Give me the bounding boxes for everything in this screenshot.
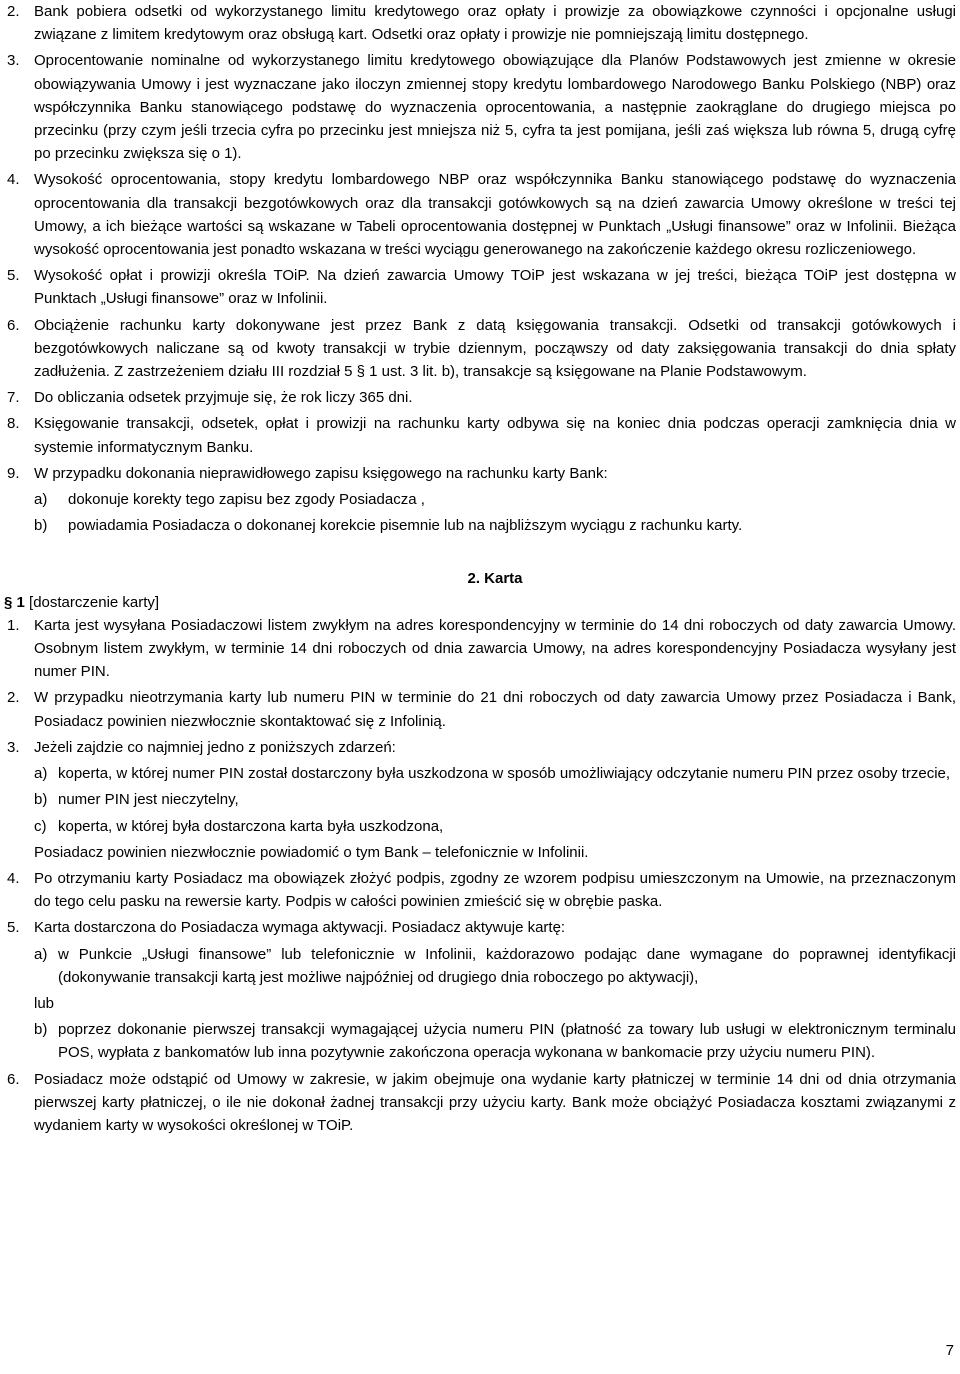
sub-item-letter: c) — [34, 817, 47, 835]
item-number: 9. — [7, 464, 20, 482]
item-text: Oprocentowanie nominalne od wykorzystanego limitu kredytowego obowiązujące dla Planów Podstawowych jest zmienne w okresie obowiązywania Umowy i jest wyznaczane jako iloczyn zmiennej stopy kredytu lombardowego Narodowego Banku Polskiego (NBP) oraz współczynnika Banku stanowiącego podstawę do wyznaczenia oprocentowania, a następnie zaokrąglane do drugiego miejsca po przecinku (przy czym jeśli trzecia cyfra po przecinku jest mniejsza niż 5, cyfra ta jest pomijana, jeśli zaś większa lub równa 5, drugą cyfrę po przecinku zwiększa się o 1). — [34, 52, 956, 163]
item-text: Księgowanie transakcji, odsetek, opłat i prowizji na rachunku karty odbywa się na koniec dnia podczas operacji zamknięcia dnia w systemie informatycznym Banku. — [34, 415, 956, 456]
paragraph-title: [dostarczenie karty] — [29, 593, 160, 611]
card-delivery-list — [0, 614, 960, 1137]
list-item — [0, 386, 956, 409]
item-number: 8. — [7, 415, 20, 433]
list-item — [0, 314, 956, 384]
list-item — [0, 49, 956, 165]
item-text: W przypadku dokonania nieprawidłowego zapisu księgowego na rachunku karty Bank: — [34, 464, 608, 482]
item-text: Bank pobiera odsetki od wykorzystanego limitu kredytowego oraz opłaty i prowizje za obowiązkowe czynności i opcjonalne usługi związane z limitem kredytowym oraz obsługą kart. Odsetki oraz opłaty i prowizje nie pomniejszają limitu dostępnego. — [34, 3, 956, 44]
list-item — [0, 1068, 956, 1138]
item-number: 6. — [7, 316, 20, 334]
sub-item-text: koperta, w której numer PIN został dostarczony była uszkodzona w sposób umożliwiający odczytanie numeru PIN przez osoby trzecie, — [58, 765, 951, 783]
item-number: 2. — [7, 689, 20, 707]
interest-terms-list — [0, 0, 960, 537]
item-number: 4. — [7, 869, 20, 887]
item-text: Karta jest wysyłana Posiadaczowi listem zwykłym na adres korespondencyjny w terminie do 14 dni roboczych od daty zawarcia Umowy. Osobnym listem zwykłym, w terminie 14 dni roboczych od dnia zawarcia Umowy, na adres korespondencyjny Posiadacza wysyłany jest numer PIN. — [34, 616, 956, 681]
sub-list-item — [0, 943, 956, 989]
sub-list-item — [0, 488, 956, 511]
list-item — [0, 0, 956, 46]
item-text: Po otrzymaniu karty Posiadacz ma obowiązek złożyć podpis, zgodny ze wzorem podpisu umieszczonym na Umowie, na przeznaczonym do tego celu pasku na rewersie karty. Podpis w całości powinien zmieścić się w obrębie paska. — [34, 869, 956, 911]
item-closing-text: Posiadacz powinien niezwłocznie powiadomić o tym Bank – telefonicznie w Infolinii. — [34, 843, 589, 861]
item-text: Wysokość oprocentowania, stopy kredytu lombardowego NBP oraz współczynnika Banku stanowiącego podstawę do wyznaczenia oprocentowania dla transakcji bezgotówkowych oraz dla transakcji gotówkowych są na dzień zawarcia Umowy określone w treści tej Umowy, a ich bieżące wartości są wskazane w Tabeli oprocentowania dostępnej w Punktach „Usługi finansowe” oraz w Infolinii. Bieżąca wysokość oprocentowania jest ponadto wskazana w treści wyciągu generowanego na zakończenie każdego okresu rozliczeniowego. — [34, 171, 956, 259]
item-number: 3. — [7, 738, 20, 756]
item-text: Jeżeli zajdzie co najmniej jedno z poniższych zdarzeń: — [34, 738, 396, 756]
list-item — [0, 168, 956, 261]
sub-list-item — [0, 514, 956, 537]
list-item — [0, 412, 956, 458]
item-number: 6. — [7, 1070, 20, 1088]
list-item — [0, 264, 956, 310]
sub-item-text: numer PIN jest nieczytelny, — [58, 791, 239, 809]
item-text: Wysokość opłat i prowizji określa TOiP. Na dzień zawarcia Umowy TOiP jest wskazana w jej treści, bieżąca TOiP jest dostępna w Punktach „Usługi finansowe” oraz w Infolinii. — [34, 267, 956, 308]
sub-item-letter: b) — [34, 791, 48, 809]
item-number: 5. — [7, 919, 20, 937]
sub-item-text: dokonuje korekty tego zapisu bez zgody Posiadacza , — [68, 491, 425, 509]
sub-item-text: powiadamia Posiadacza o dokonanej korekcie pisemnie lub na najbliższym wyciągu z rachunku karty. — [68, 517, 743, 535]
alternative-connector: lub — [34, 994, 55, 1012]
item-text: Karta dostarczona do Posiadacza wymaga aktywacji. Posiadacz aktywuje kartę: — [34, 919, 566, 937]
item-number: 4. — [7, 171, 20, 189]
item-text: Obciążenie rachunku karty dokonywane jest przez Bank z datą księgowania transakcji. Odsetki od transakcji gotówkowych i bezgotówkowych naliczane są od kwoty transakcji w trybie dziennym, począwszy od daty zaksięgowania transakcji do dnia spłaty zadłużenia. Z zastrzeżeniem działu III rozdział 5 § 1 ust. 3 lit. b), transakcje są księgowane na Planie Podstawowym. — [34, 316, 956, 381]
sub-item-letter: b) — [34, 517, 48, 535]
item-text: W przypadku nieotrzymania karty lub numeru PIN w terminie do 21 dni roboczych od daty zawarcia Umowy przez Posiadacza i Bank, Posiadacz powinien niezwłocznie skontaktować się z Infolinią. — [34, 689, 956, 730]
item-number: 5. — [7, 267, 20, 285]
item-text: Do obliczania odsetek przyjmuje się, że rok liczy 365 dni. — [34, 389, 413, 407]
sub-item-letter: b) — [34, 1021, 48, 1039]
list-item — [0, 916, 956, 939]
list-item — [0, 614, 956, 684]
list-item — [0, 736, 956, 759]
sub-item-text: w Punkcie „Usługi finansowe” lub telefonicznie w Infolinii, każdorazowo podając dane wymagane do poprawnej identyfikacji (dokonywanie transakcji kartą jest możliwe najpóźniej od drugiego dnia roboczego po aktywacji), — [58, 945, 956, 986]
paragraph-heading — [0, 591, 960, 614]
sub-item-letter: a) — [34, 491, 48, 509]
item-text: Posiadacz może odstąpić od Umowy w zakresie, w jakim obejmuje ona wydanie karty płatniczej w terminie 14 dni od dnia otrzymania pierwszej karty płatniczej, o ile nie dokonał żadnej transakcji przy użyciu karty. Bank może obciążyć Posiadacza kosztami związanymi z wydaniem karty w wysokości określonej w TOiP. — [34, 1070, 956, 1134]
sub-list-item — [0, 762, 956, 785]
list-item — [0, 462, 956, 485]
sub-item-letter: a) — [34, 765, 48, 783]
paragraph-number: 1 — [16, 593, 25, 611]
list-item — [0, 867, 956, 913]
sub-item-text: poprzez dokonanie pierwszej transakcji wymagającej użycia numeru PIN (płatność za towary lub usługi w elektronicznym terminalu POS, wypłata z bankomatów lub inna pozytywnie zakończona operacja wykonana w bankomacie przy użyciu numeru PIN). — [58, 1021, 956, 1062]
item-number: 1. — [7, 616, 20, 634]
paragraph-sign: § — [4, 593, 13, 611]
sub-list-item — [0, 815, 956, 838]
list-item — [0, 686, 956, 732]
sub-item-letter: a) — [34, 945, 48, 963]
item-number: 7. — [7, 389, 20, 407]
item-number: 2. — [7, 3, 20, 20]
item-number: 3. — [7, 52, 20, 70]
section-title: 2. Karta — [467, 570, 523, 588]
sub-list-item — [0, 1018, 956, 1064]
page-number: 7 — [945, 1341, 954, 1359]
sub-list-item — [0, 788, 956, 811]
sub-item-text: koperta, w której była dostarczona karta była uszkodzona, — [58, 817, 444, 835]
